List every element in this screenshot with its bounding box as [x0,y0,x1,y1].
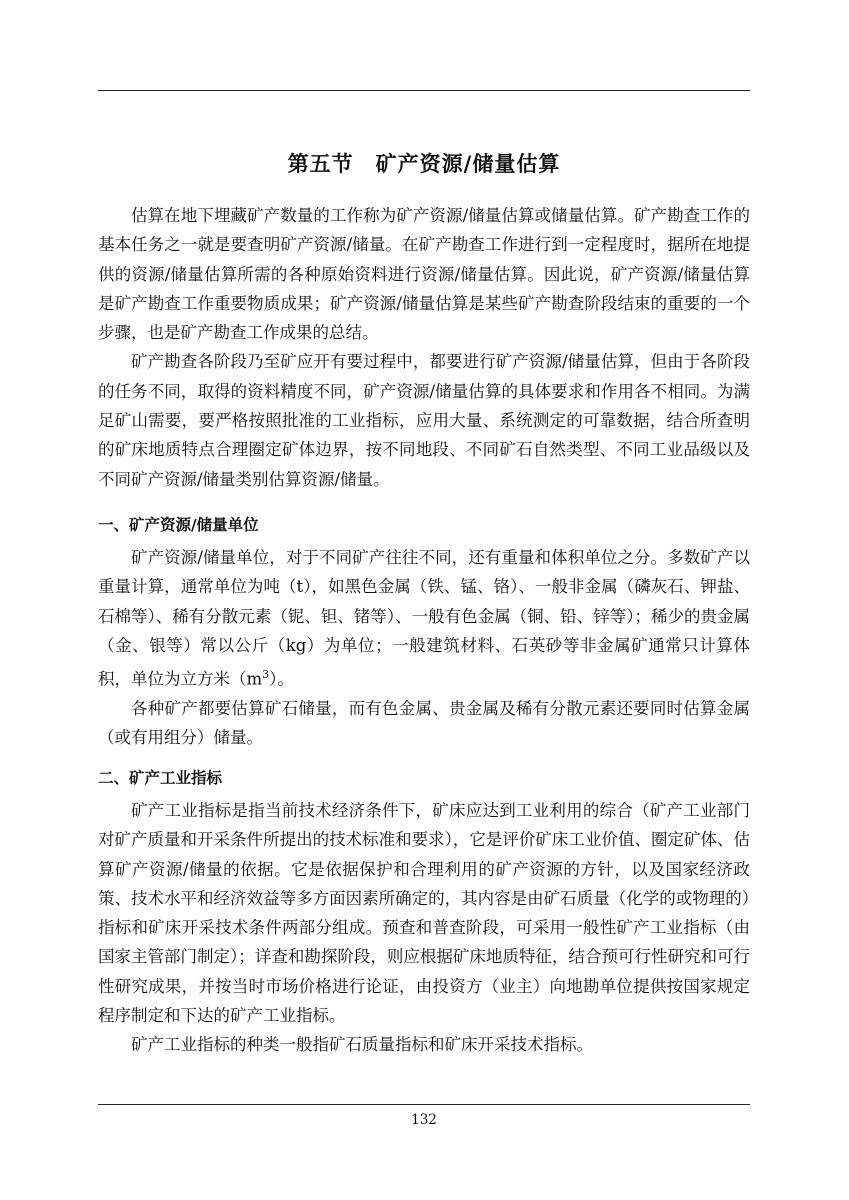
indicators-paragraph: 矿产工业指标的种类一般指矿石质量指标和矿床开采技术指标。 [131,1035,593,1055]
intro-paragraph: 矿产勘查各阶段乃至矿应开有要过程中，都要进行矿产资源/储量估算，但由于各阶段的任务不同，取得的资料精度不同，矿产资源/储量估算的具体要求和作用各不相同。为满足矿山需要，要严格按照批准的工业指标，应用大量、系统测定的可靠数据，结合所查明的矿床地质特点合理圈定矿体边界，按不同地段、不同矿石自然类型、不同工业品级以及不同矿产资源/储量类别估算资源/储量。 [98,352,750,489]
indicators-section [98,796,750,1060]
cubic-superscript: 3 [262,668,270,682]
intro-section [98,201,750,494]
units-paragraph [98,543,750,694]
section-heading-units: 一、矿产资源/储量单位 [98,516,259,534]
header-rule [98,90,750,91]
section-title: 第五节 矿产资源/储量估算 [287,152,561,176]
units-paragraph-end: ）。 [269,669,294,689]
intro-paragraph: 估算在地下埋藏矿产数量的工作称为矿产资源/储量估算或储量估算。矿产勘查工作的基本任务之一就是要查明矿产资源/储量。在矿产勘查工作进行到一定程度时，据所在地提供的资源/储量估算所需的各种原始资料进行资源/储量估算。因此说，矿产资源/储量估算是矿产勘查工作重要物质成果；矿产资源/储量估算是某些矿产勘查阶段结束的重要的一个步骤，也是矿产勘查工作成果的总结。 [98,206,750,343]
section-heading-indicators: 二、矿产工业指标 [98,769,223,787]
units-paragraph-text: 矿产资源/储量单位，对于不同矿产往往不同，还有重量和体积单位之分。多数矿产以重量计算，通常单位为吨（t），如黑色金属（铁、锰、铬）、一般非金属（磷灰石、钾盐、石棉等）、稀有分散元素（铌、钽、锗等）、一般有色金属（铜、铅、锌等）；稀少的贵金属（金、银等）常以公斤（kg）为单位；一般建筑材料、石英砂等非金属矿通常只计算体积，单位为立方米（m [98,548,750,689]
indicators-paragraph: 矿产工业指标是指当前技术经济条件下，矿床应达到工业利用的综合（矿产工业部门对矿产质量和开采条件所提出的技术标准和要求），它是评价矿床工业价值、圈定矿体、估算矿产资源/储量的依据。它是依据保护和合理利用的矿产资源的方针，以及国家经济政策、技术水平和经济效益等多方面因素所确定的，其内容是由矿石质量（化学的或物理的）指标和矿床开采技术条件两部分组成。预查和普查阶段，可采用一般性矿产工业指标（由国家主管部门制定）；详查和勘探阶段，则应根据矿床地质特征，结合预可行性研究和可行性研究成果，并按当时市场价格进行论证，由投资方（业主）向地勘单位提供按国家规定程序制定和下达的矿产工业指标。 [98,801,750,1026]
footer-rule [98,1104,750,1105]
page-number: 132 [411,1112,437,1128]
units-paragraph: 各种矿产都要估算矿石储量，而有色金属、贵金属及稀有分散元素还要同时估算金属（或有用组分）储量。 [98,698,750,748]
units-section [98,543,750,753]
